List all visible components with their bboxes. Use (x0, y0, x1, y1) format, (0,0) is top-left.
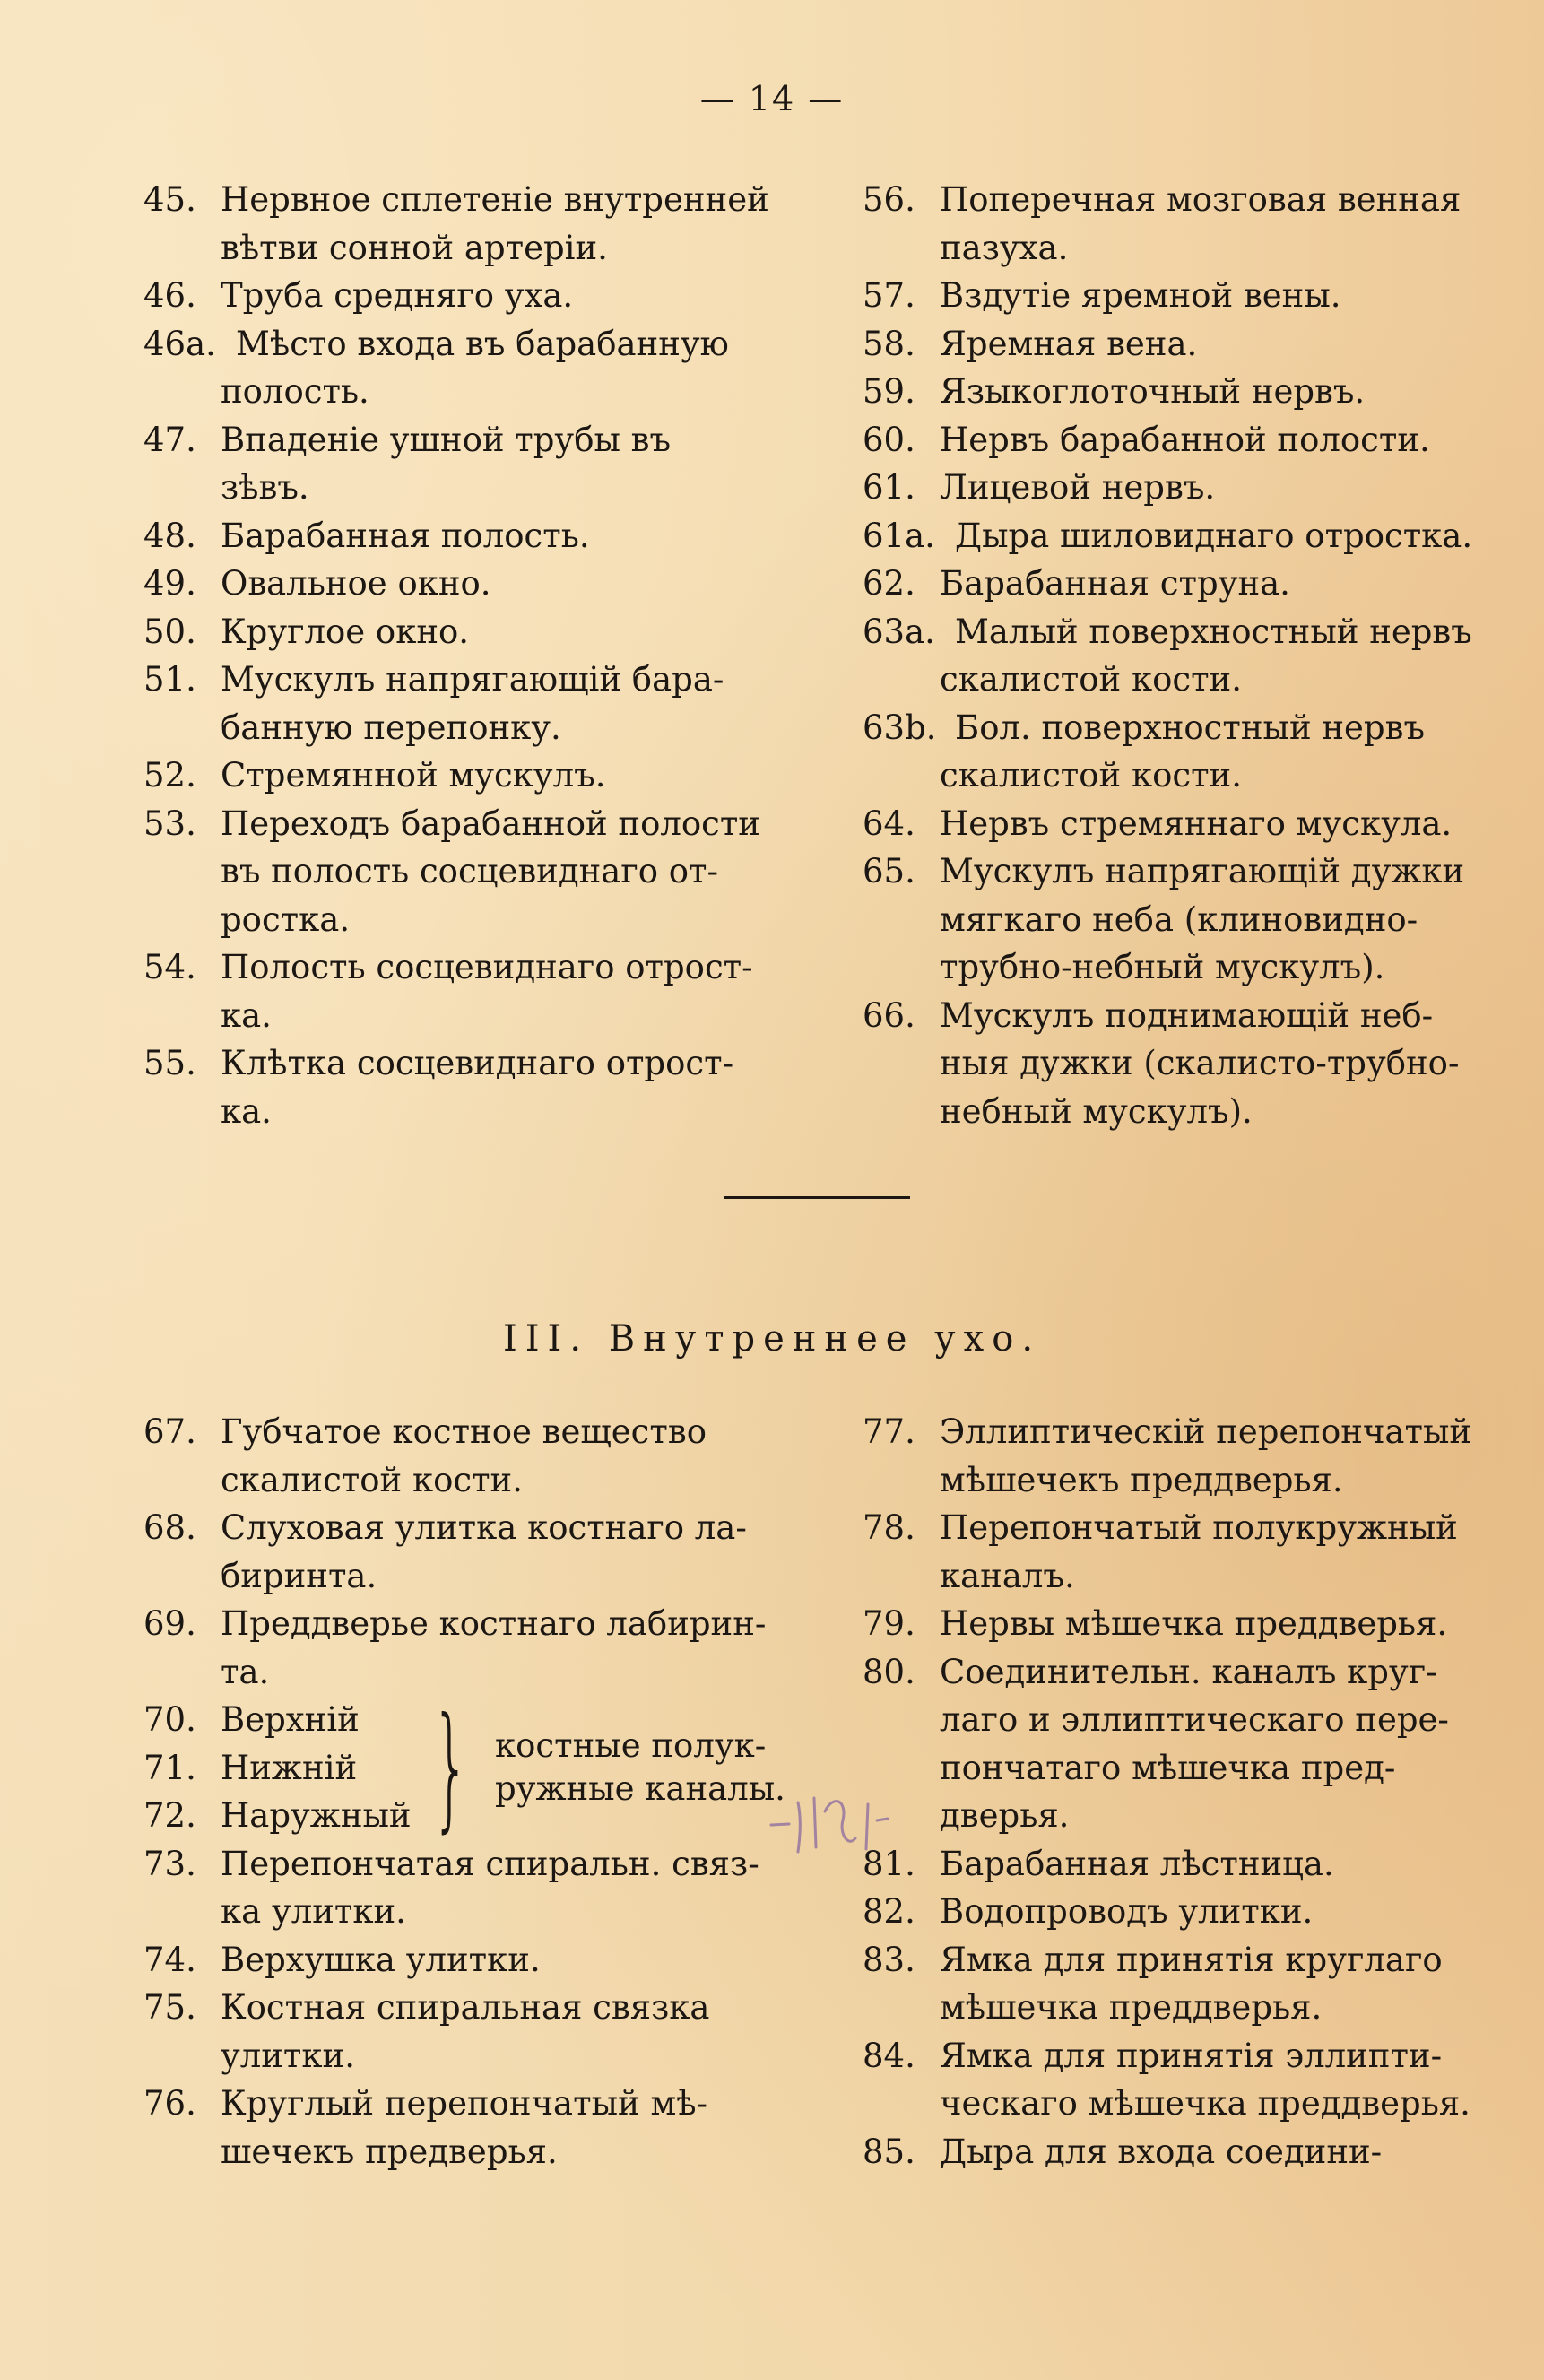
item-number: 77. (863, 1412, 915, 1451)
item-text: Наружный (221, 1796, 412, 1835)
item-text: Ямка для принятія эллипти- (940, 2036, 1443, 2075)
legend-item-55 (143, 1039, 771, 1088)
item-text: Водопроводъ улитки. (940, 1892, 1314, 1931)
item-text-continued: каналъ. (940, 1556, 1075, 1595)
item-text: Нервъ стремяннаго мускула. (940, 803, 1453, 843)
item-number: 81. (863, 1844, 915, 1883)
item-number: 60. (863, 420, 915, 459)
item-text-continued: полость. (221, 372, 369, 411)
item-text: Малый поверхностный нервъ (955, 612, 1472, 651)
item-text: Полость сосцевиднаго отрост- (221, 948, 753, 986)
legend-item-73 (143, 1840, 771, 1889)
item-number: 62. (863, 564, 915, 603)
legend-item-64 (863, 800, 1490, 848)
item-number: 63a. (863, 612, 935, 651)
legend-item-83 (863, 1936, 1490, 1985)
item-text: Барабанная лѣстница. (940, 1844, 1334, 1883)
item-number: 56. (863, 180, 915, 219)
item-text-continued: лаго и эллиптическаго пере- (940, 1700, 1449, 1739)
legend-item-61a (863, 512, 1490, 560)
item-number: 54. (143, 948, 196, 986)
semicircular-canals-group (143, 1689, 785, 1846)
legend-item-65 (863, 847, 1490, 896)
item-text: Костная спиральная связка (221, 1988, 710, 2027)
item-text: Бол. поверхностный нервъ (955, 708, 1425, 747)
item-text: Мускулъ поднимающій неб- (940, 995, 1434, 1035)
legend-item-53 (143, 800, 771, 848)
legend-item-62 (863, 560, 1490, 608)
item-text: Ямка для принятія круглаго (940, 1940, 1443, 1979)
item-text: Мускулъ напрягающій дужки (940, 852, 1465, 890)
item-text-continued: ныя дужки (скалисто-трубно- (940, 1044, 1460, 1082)
item-number: 82. (863, 1892, 915, 1931)
legend-item-61 (863, 464, 1490, 512)
item-number: 80. (863, 1652, 915, 1691)
item-number: 65. (863, 852, 915, 890)
legend-item-82 (863, 1888, 1490, 1936)
item-text-continued: скалистой кости. (940, 756, 1242, 795)
item-number: 52. (143, 756, 196, 795)
item-text: Поперечная мозговая венная (940, 180, 1462, 219)
item-text: Клѣтка сосцевиднаго отрост- (221, 1044, 734, 1082)
legend-column-top-right (863, 176, 1490, 1135)
right-brace: } (430, 1689, 470, 1846)
item-text: Впаденіе ушной трубы въ (221, 420, 672, 459)
legend-item-78 (863, 1504, 1490, 1552)
item-number: 64. (863, 803, 915, 843)
item-text: Слуховая улитка костнаго ла- (221, 1508, 747, 1547)
item-text: Нервъ барабанной полости. (940, 420, 1430, 459)
legend-item-57 (863, 272, 1490, 320)
legend-item-76 (143, 2080, 771, 2128)
legend-item-54 (143, 943, 771, 992)
legend-item-75 (143, 1984, 771, 2032)
item-number: 49. (143, 564, 196, 603)
item-text: Барабанная струна. (940, 564, 1290, 603)
legend-item-46a (143, 320, 771, 369)
item-text-continued: та. (221, 1652, 270, 1691)
item-number: 55. (143, 1044, 196, 1082)
item-text: Соединительн. каналъ круг- (940, 1652, 1437, 1691)
legend-item-81 (863, 1840, 1490, 1889)
legend-item-68 (143, 1504, 771, 1552)
group-label-line: костные полук- (495, 1726, 767, 1766)
item-number: 75. (143, 1988, 196, 2027)
item-number: 85. (863, 2132, 915, 2171)
item-number: 76. (143, 2084, 196, 2123)
group-label (488, 1724, 785, 1811)
group-items (143, 1696, 412, 1840)
legend-item-60 (863, 416, 1490, 465)
item-text-continued: ка. (221, 1091, 272, 1131)
legend-item-84 (863, 2032, 1490, 2080)
item-text-continued: мѣшечекъ преддверья. (940, 1460, 1343, 1499)
item-text: Дыра шиловиднаго отростка. (955, 516, 1473, 555)
item-number: 48. (143, 516, 196, 555)
item-text-continued: ростка. (221, 899, 351, 939)
item-text: Преддверье костнаго лабирин- (221, 1604, 767, 1643)
item-text-continued: улитки. (221, 2036, 355, 2075)
legend-item-80 (863, 1648, 1490, 1697)
item-text: Нервы мѣшечка преддверья. (940, 1604, 1448, 1643)
item-text: Яремная вена. (940, 324, 1198, 363)
legend-item-46 (143, 272, 771, 320)
item-number: 59. (863, 372, 915, 411)
item-text: Круглый перепончатый мѣ- (221, 2084, 708, 2123)
item-number: 68. (143, 1508, 196, 1547)
legend-item-69 (143, 1600, 771, 1648)
item-text-continued: ка улитки. (221, 1892, 406, 1931)
item-text: Мѣсто входа въ барабанную (236, 324, 729, 363)
group-label-line: ружные каналы. (495, 1769, 785, 1809)
item-text: Дыра для входа соедини- (940, 2132, 1383, 2171)
page-number: — 14 — (699, 79, 845, 118)
legend-item-50 (143, 608, 771, 656)
item-number: 58. (863, 324, 915, 363)
item-text: Перепончатый полукружный (940, 1508, 1458, 1547)
item-text: Верхушка улитки. (221, 1940, 541, 1979)
item-text-continued: мягкаго неба (клиновидно- (940, 899, 1418, 939)
legend-item-58 (863, 320, 1490, 369)
legend-column-top-left (143, 176, 771, 1135)
legend-item-66 (863, 992, 1490, 1040)
item-text-continued: зѣвъ. (221, 468, 309, 507)
item-text: Нервное сплетеніе внутренней (221, 180, 769, 219)
legend-item-79 (863, 1600, 1490, 1648)
item-number: 67. (143, 1412, 196, 1451)
legend-column-bottom-left (143, 1408, 785, 2176)
item-number: 72. (143, 1796, 196, 1835)
item-text-continued: трубно-небный мускулъ). (940, 948, 1385, 986)
legend-item-56 (863, 176, 1490, 224)
item-text: Нижній (221, 1748, 358, 1787)
legend-item-67 (143, 1408, 771, 1456)
item-text: Мускулъ напрягающій бара- (221, 660, 724, 699)
item-number: 61. (863, 468, 915, 507)
item-text: Круглое окно. (221, 612, 470, 651)
item-text-continued: пазуха. (940, 228, 1069, 267)
section-divider (724, 1196, 910, 1199)
item-text-continued: пончатаго мѣшечка пред- (940, 1748, 1396, 1787)
item-text-continued: въ полость сосцевиднаго от- (221, 852, 719, 890)
item-text: Перепончатая спиральн. связ- (221, 1844, 759, 1883)
item-number: 61a. (863, 516, 935, 555)
legend-column-bottom-right (863, 1408, 1490, 2176)
item-text-continued: шечекъ предверья. (221, 2132, 558, 2171)
item-text: Эллиптическій перепончатый (940, 1412, 1472, 1451)
item-number: 71. (143, 1748, 196, 1787)
legend-item-59 (863, 368, 1490, 416)
legend-item-48 (143, 512, 771, 560)
item-number: 46. (143, 276, 196, 315)
legend-item-77 (863, 1408, 1490, 1456)
item-text-continued: скалистой кости. (221, 1460, 523, 1499)
item-number: 79. (863, 1604, 915, 1643)
item-number: 73. (143, 1844, 196, 1883)
handwritten-mark (762, 1785, 897, 1865)
legend-item-63a (863, 608, 1490, 656)
item-text: Лицевой нервъ. (940, 468, 1216, 507)
item-text-continued: мѣшечка преддверья. (940, 1988, 1323, 2027)
legend-item-63b (863, 704, 1490, 752)
legend-item-52 (143, 751, 771, 800)
item-text-continued: ческаго мѣшечка преддверья. (940, 2084, 1470, 2123)
item-number: 70. (143, 1700, 196, 1739)
item-number: 50. (143, 612, 196, 651)
legend-item-72 (143, 1792, 412, 1840)
item-number: 78. (863, 1508, 915, 1547)
item-text: Овальное окно. (221, 564, 491, 603)
legend-item-45 (143, 176, 771, 224)
legend-item-47 (143, 416, 771, 465)
item-text: Барабанная полость. (221, 516, 590, 555)
item-text-continued: дверья. (940, 1796, 1070, 1835)
item-text-continued: биринта. (221, 1556, 377, 1595)
item-text: Труба средняго уха. (221, 276, 574, 315)
item-number: 51. (143, 660, 196, 699)
legend-item-70 (143, 1696, 412, 1744)
item-number: 74. (143, 1940, 196, 1979)
item-number: 47. (143, 420, 196, 459)
item-number: 57. (863, 276, 915, 315)
item-number: 69. (143, 1604, 196, 1643)
item-number: 53. (143, 803, 196, 843)
legend-item-71 (143, 1744, 412, 1793)
item-number: 83. (863, 1940, 915, 1979)
legend-item-74 (143, 1936, 771, 1985)
item-number: 84. (863, 2036, 915, 2075)
item-text: Вздутіе яремной вены. (940, 276, 1341, 315)
item-number: 45. (143, 180, 196, 219)
legend-item-85 (863, 2128, 1490, 2176)
item-text: Переходъ барабанной полости (221, 803, 760, 843)
legend-item-49 (143, 560, 771, 608)
item-text-continued: вѣтви сонной артеріи. (221, 228, 608, 267)
item-text: Стремянной мускулъ. (221, 756, 606, 795)
item-text: Языкоглоточный нервъ. (940, 372, 1366, 411)
item-number: 63b. (863, 708, 937, 747)
legend-item-51 (143, 656, 771, 704)
item-text: Верхній (221, 1700, 360, 1739)
item-text-continued: ка. (221, 995, 272, 1035)
item-text-continued: небный мускулъ). (940, 1091, 1253, 1131)
item-text: Губчатое костное вещество (221, 1412, 707, 1451)
section-title: III. Внутреннее ухо. (502, 1318, 1042, 1359)
item-text-continued: скалистой кости. (940, 660, 1242, 699)
item-text-continued: банную перепонку. (221, 708, 561, 747)
item-number: 66. (863, 995, 915, 1035)
item-number: 46a. (143, 324, 216, 363)
